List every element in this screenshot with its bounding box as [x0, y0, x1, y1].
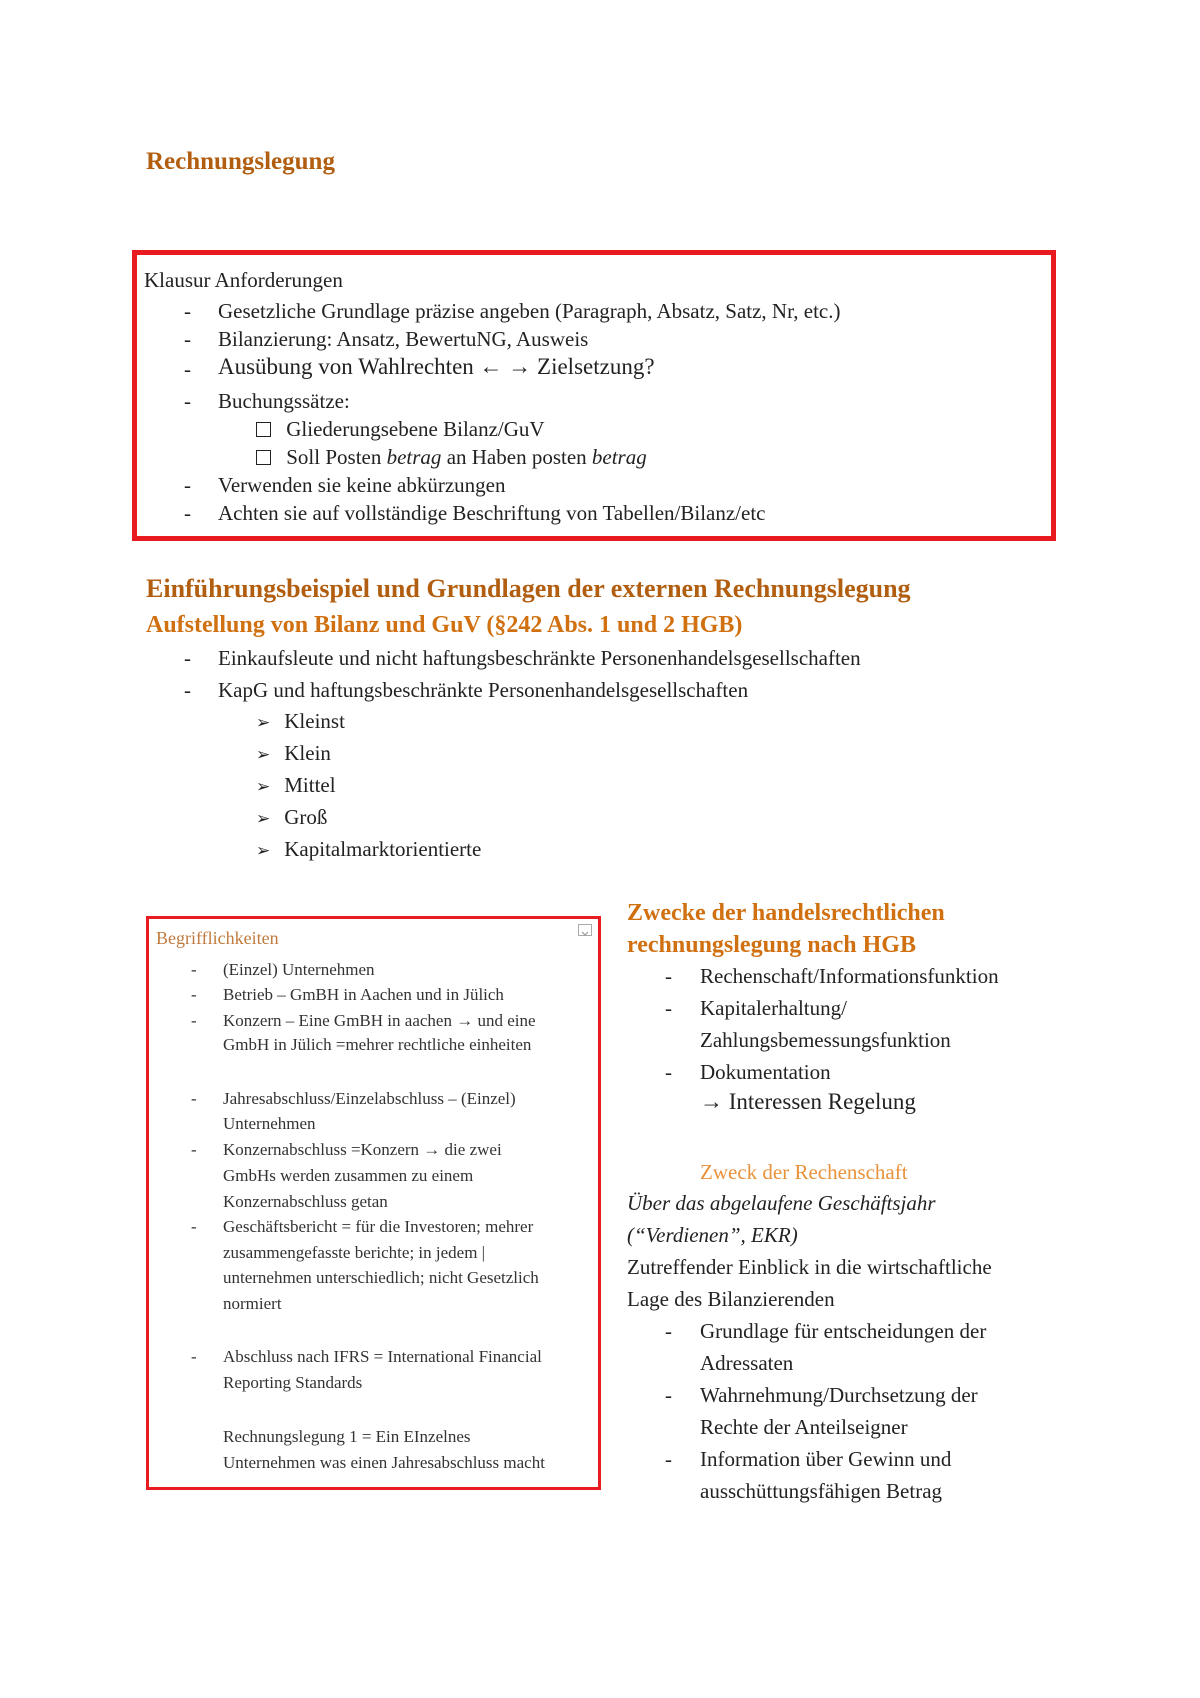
checkbox-icon: [256, 450, 271, 465]
zwecke-heading-line2: rechnungslegung nach HGB: [627, 932, 916, 958]
list-dash: -: [191, 960, 197, 979]
begriffe-line: unternehmen unterschiedlich; nicht Gesetzlich: [223, 1268, 539, 1287]
begriffe-line: Geschäftsbericht = für die Investoren; mehrer: [223, 1217, 534, 1236]
list-item: Kapitalerhaltung/: [700, 996, 847, 1020]
list-dash: -: [184, 473, 191, 497]
list-dash: -: [665, 1319, 672, 1343]
list-dash: -: [191, 1089, 197, 1108]
list-item: KapG und haftungsbeschränkte Personenhandelsgesellschaften: [218, 678, 749, 702]
checkbox-icon: [256, 422, 271, 437]
list-item-continued: Rechte der Anteilseigner: [700, 1415, 908, 1439]
begriffe-line: Reporting Standards: [223, 1373, 363, 1392]
list-dash: -: [184, 389, 191, 413]
list-dash: -: [191, 1140, 197, 1159]
zweck-rechenschaft-heading: Zweck der Rechenschaft: [700, 1160, 908, 1184]
arrow-list-label: Kleinst: [284, 709, 345, 733]
list-item-continued: ausschüttungsfähigen Betrag: [700, 1479, 943, 1503]
checkbox-item: [256, 443, 647, 471]
arrowhead-icon: ➢: [256, 841, 271, 861]
section-heading: Einführungsbeispiel und Grundlagen der externen Rechnungslegung: [146, 574, 911, 603]
dropdown-icon: [578, 924, 592, 936]
arrow-list-label: Groß: [284, 805, 328, 829]
requirements-heading: Klausur Anforderungen: [144, 268, 343, 292]
list-item: Bilanzierung: Ansatz, BewertuNG, Ausweis: [218, 327, 589, 351]
begriffe-line: Konzernabschluss getan: [223, 1192, 388, 1211]
arrow-list-item: [256, 707, 345, 737]
checkbox-label-part: Soll Posten: [286, 445, 387, 469]
section-subheading: Aufstellung von Bilanz und GuV (§242 Abs. 1 und 2 HGB): [146, 612, 743, 638]
italic-note: Über das abgelaufene Geschäftsjahr: [627, 1191, 936, 1215]
begriffe-line: Unternehmen was einen Jahresabschluss macht: [223, 1453, 545, 1472]
list-dash: -: [184, 299, 191, 323]
begriffe-line: zusammengefasste berichte; in jedem |: [223, 1243, 486, 1262]
checkbox-label-part: an Haben posten: [441, 445, 592, 469]
begriffe-line: Konzern – Eine GmBH in aachen → und eine: [223, 1011, 536, 1030]
list-item-continued: Zahlungsbemessungsfunktion: [700, 1028, 951, 1052]
list-item: Grundlage für entscheidungen der: [700, 1319, 987, 1343]
list-dash: -: [184, 646, 191, 670]
list-item: Rechenschaft/Informationsfunktion: [700, 964, 999, 988]
arrow-list-item: [256, 771, 336, 801]
list-item-continued: Adressaten: [700, 1351, 794, 1375]
arrow-list-label: Klein: [284, 741, 331, 765]
list-dash: -: [184, 501, 191, 525]
list-item: Ausübung von Wahlrechten ← → Zielsetzung?: [218, 354, 655, 379]
body-text: Zutreffender Einblick in die wirtschaftliche: [627, 1255, 992, 1279]
begriffe-line: (Einzel) Unternehmen: [223, 960, 375, 979]
list-dash: -: [665, 1383, 672, 1407]
list-dash: -: [184, 678, 191, 702]
begriffe-line: Abschluss nach IFRS = International Financial: [223, 1347, 542, 1366]
list-dash: -: [184, 357, 191, 381]
list-dash: -: [665, 996, 672, 1020]
checkbox-label-italic: betrag: [591, 445, 647, 469]
list-dash: -: [184, 327, 191, 351]
list-dash: -: [665, 964, 672, 988]
list-item: Einkaufsleute und nicht haftungsbeschränkte Personenhandelsgesellschaften: [218, 646, 861, 670]
list-dash: -: [191, 1347, 197, 1366]
zwecke-heading-line1: Zwecke der handelsrechtlichen: [627, 900, 945, 926]
list-dash: -: [191, 1011, 197, 1030]
begriffe-line: Betrieb – GmBH in Aachen und in Jülich: [223, 985, 504, 1004]
begriffe-line: Konzernabschluss =Konzern → die zwei: [223, 1140, 502, 1159]
list-dash: -: [191, 985, 197, 1004]
arrow-list-label: Kapitalmarktorientierte: [284, 837, 482, 861]
list-item: Verwenden sie keine abkürzungen: [218, 473, 506, 497]
body-text: Lage des Bilanzierenden: [627, 1287, 835, 1311]
arrowhead-icon: ➢: [256, 745, 271, 765]
list-item: Achten sie auf vollständige Beschriftung von Tabellen/Bilanz/etc: [218, 501, 766, 525]
begriffe-line: Rechnungslegung 1 = Ein EInzelnes: [223, 1427, 471, 1446]
checkbox-label: Gliederungsebene Bilanz/GuV: [286, 417, 545, 441]
list-dash: -: [191, 1217, 197, 1236]
begriffe-line: GmbH in Jülich =mehrer rechtliche einheiten: [223, 1035, 532, 1054]
begriffe-line: normiert: [223, 1294, 282, 1313]
arrowhead-icon: ➢: [256, 713, 271, 733]
list-dash: -: [665, 1447, 672, 1471]
begriffe-line: Unternehmen: [223, 1114, 316, 1133]
italic-note: (“Verdienen”, EKR): [627, 1223, 798, 1247]
arrowhead-icon: ➢: [256, 777, 271, 797]
list-item: Gesetzliche Grundlage präzise angeben (Paragraph, Absatz, Satz, Nr, etc.): [218, 299, 841, 323]
arrow-list-item: [256, 835, 481, 865]
list-item: Dokumentation: [700, 1060, 831, 1084]
arrowhead-icon: ➢: [256, 809, 271, 829]
begriffe-heading: Begrifflichkeiten: [156, 928, 279, 948]
list-item: Information über Gewinn und: [700, 1447, 952, 1471]
list-dash: -: [665, 1060, 672, 1084]
page-title: Rechnungslegung: [146, 148, 335, 175]
arrow-list-label: Mittel: [284, 773, 336, 797]
list-item: Buchungssätze:: [218, 389, 350, 413]
arrow-list-item: [256, 803, 327, 833]
checkbox-item: [256, 415, 545, 443]
begriffe-line: GmbHs werden zusammen zu einem: [223, 1166, 474, 1185]
arrow-note: → Interessen Regelung: [700, 1089, 916, 1114]
list-item: Wahrnehmung/Durchsetzung der: [700, 1383, 978, 1407]
begriffe-line: Jahresabschluss/Einzelabschluss – (Einzel): [223, 1089, 516, 1108]
checkbox-label-italic: betrag: [386, 445, 442, 469]
arrow-list-item: [256, 739, 331, 769]
